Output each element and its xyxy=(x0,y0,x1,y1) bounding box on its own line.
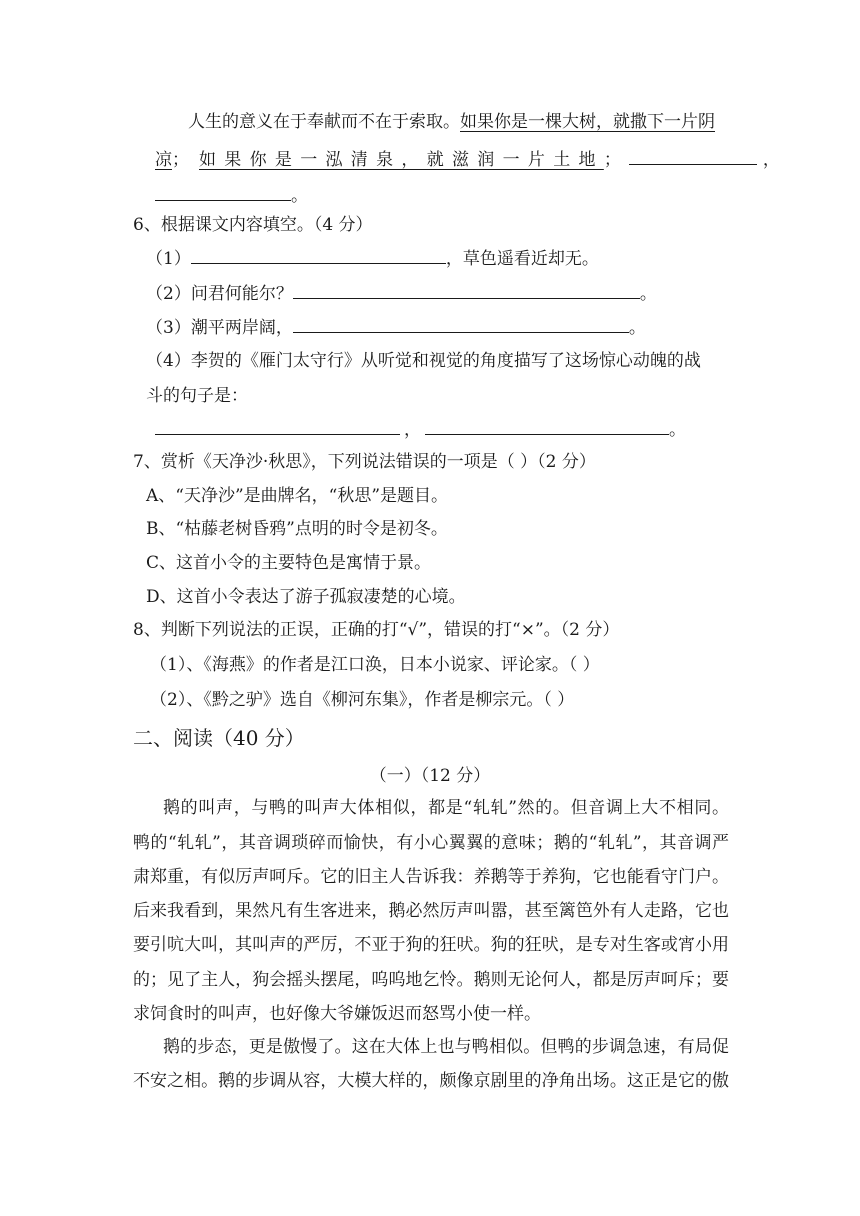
passage-line-2: 鸭的“轧轧”，其音调琐碎而愉快，有小心翼翼的意味；鹅的“轧轧”，其音调严 xyxy=(133,833,729,853)
q6-item-4-blank-2[interactable] xyxy=(425,418,669,435)
q5-example-underlined-1: 如果你是一棵大树，就撒下一片阴 xyxy=(460,112,715,132)
q6-item-2-period: 。 xyxy=(639,284,657,304)
q6-item-1-blank[interactable] xyxy=(191,247,446,264)
q7-title: 7、赏析《天净沙·秋思》，下列说法错误的一项是（ ）（2 分） xyxy=(133,452,596,472)
passage-line-5: 要引吭大叫，其叫声的严厉，不亚于狗的狂吠。狗的狂吠，是专对生客或宵小用 xyxy=(133,935,729,955)
q5-example-underlined-2b: 如果你是一泓清泉，就滋润一片土地 xyxy=(199,150,604,170)
passage-line-4: 后来我看到，果然凡有生客进来，鹅必然厉声叫嚣，甚至篱笆外有人走路，它也 xyxy=(133,901,729,921)
q6-title: 6、根据课文内容填空。（4 分） xyxy=(133,215,373,235)
passage-line-6: 的；见了主人，狗会摇头摆尾，呜呜地乞怜。鹅则无论何人，都是厉声呵斥；要 xyxy=(133,970,729,990)
q6-item-2-blank[interactable] xyxy=(293,282,640,299)
q6-item-1 xyxy=(146,247,599,270)
q6-item-4-line2: 斗的句子是： xyxy=(146,386,248,406)
q5-example-underlined-2a: 凉 xyxy=(155,150,172,170)
q5-answer-blank-2[interactable] xyxy=(155,184,291,201)
q5-answer-blank-1[interactable] xyxy=(629,148,757,165)
q6-item-4-comma: ， xyxy=(404,420,421,440)
q6-item-4-line1: （4）李贺的《雁门太守行》从听觉和视觉的角度描写了这场惊心动魄的战 xyxy=(146,351,701,371)
q8-item-2: （2）、《黔之驴》选自《柳河东集》，作者是柳宗元。（ ） xyxy=(150,690,575,710)
q6-item-2-text: （2）问君何能尔？ xyxy=(146,284,293,304)
q7-option-c: C、这首小令的主要特色是寓情于景。 xyxy=(146,553,432,573)
q8-title: 8、判断下列说法的正误，正确的打“√”，错误的打“×”。（2 分） xyxy=(133,620,620,640)
passage-line-7: 求饲食时的叫声，也好像大爷嫌饭迟而怒骂小使一样。 xyxy=(133,1004,541,1024)
q6-item-3-blank[interactable] xyxy=(293,316,629,333)
q5-line2 xyxy=(155,148,780,171)
passage-line-1: 鹅的叫声，与鸭的叫声大体相似，都是“轧轧”然的。但音调上大不相同。 xyxy=(163,798,729,818)
q6-item-3-period: 。 xyxy=(628,318,646,338)
q5-line3 xyxy=(155,184,308,207)
passage-line-8: 鹅的步态，更是傲慢了。这在大体上也与鸭相似。但鸭的步调急速，有局促 xyxy=(163,1037,729,1057)
q6-item-4-period: 。 xyxy=(669,420,686,440)
q5-period: 。 xyxy=(291,186,308,206)
q6-item-3 xyxy=(146,316,646,339)
q6-item-2 xyxy=(146,282,657,305)
section-heading: 二、阅读（40 分） xyxy=(133,726,305,750)
q7-option-b: B、“枯藤老树昏鸦”点明的时令是初冬。 xyxy=(146,519,448,539)
passage-line-9: 不安之相。鹅的步调从容，大模大样的，颇像京剧里的净角出场。这正是它的傲 xyxy=(133,1071,729,1091)
q5-line1 xyxy=(188,111,715,133)
passage-subheading: （一）（12 分） xyxy=(369,766,491,786)
passage-line-3: 肃郑重，有似厉声呵斥。它的旧主人告诉我：养鹅等于养狗，它也能看守门户。 xyxy=(133,867,729,887)
q6-item-1-text: ，草色遥看近却无。 xyxy=(445,249,599,269)
q7-option-a: A、“天净沙”是曲牌名，“秋思”是题目。 xyxy=(146,486,449,506)
q8-item-1: （1）、《海燕》的作者是江口涣，日本小说家、评论家。（ ） xyxy=(150,655,600,675)
q5-comma: ， xyxy=(762,150,780,170)
q6-item-1-number: （1） xyxy=(146,249,191,269)
q5-separator: ； xyxy=(172,150,189,170)
q5-separator-2: ； xyxy=(603,150,621,170)
q6-item-4-blank-1[interactable] xyxy=(155,418,400,435)
q6-item-3-text: （3）潮平两岸阔， xyxy=(146,318,293,338)
q5-statement: 人生的意义在于奉献而不在于索取。 xyxy=(188,112,460,132)
q7-option-d: D、这首小令表达了游子孤寂凄楚的心境。 xyxy=(146,587,466,607)
q6-item-4-blanks xyxy=(155,418,686,441)
